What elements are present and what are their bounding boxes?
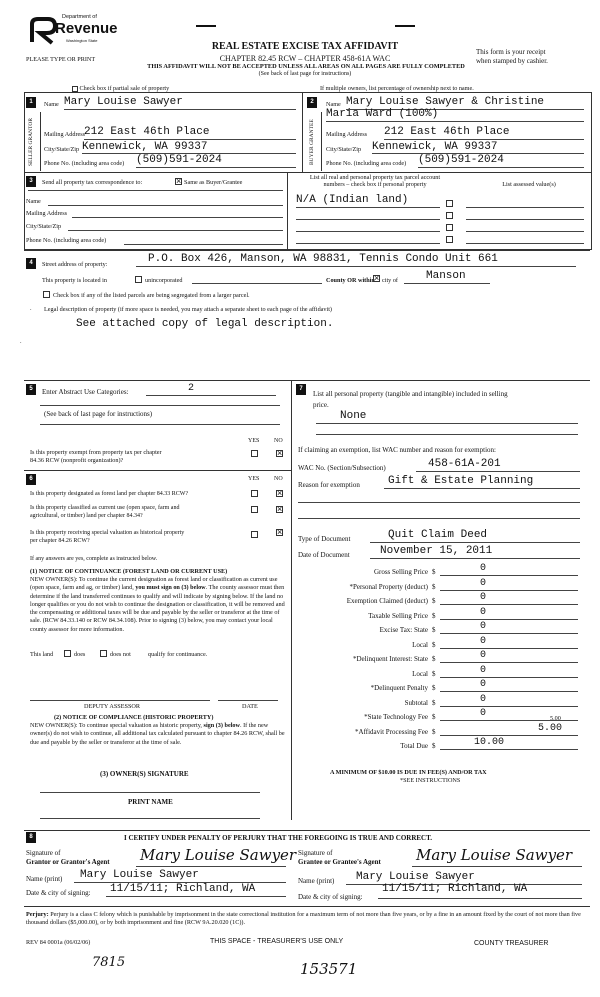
assessed-line-1 [466,207,584,208]
buyer-name-field-2[interactable]: Maria Ward (100%) [326,108,439,120]
section-6-top-rule [24,470,291,471]
fee-row-label: Local [412,641,428,649]
property-city-field[interactable]: Manson [426,270,466,282]
corr-phone-line [124,244,283,245]
fee-row-label: *Personal Property (deduct) [349,583,428,591]
buyer-mail-label: Mailing Address [326,131,368,138]
fee-row-label: Gross Selling Price [373,568,428,576]
grantee-name-label: Name (print) [298,877,335,885]
fee-row-dollar: $ [432,655,436,663]
fee-row-line [440,575,578,576]
buyer-city-field[interactable]: Kennewick, WA 99337 [372,141,498,153]
corr-name-line [48,205,283,206]
fee-row-dollar: $ [432,641,436,649]
parcel-line-1 [296,207,440,208]
fee-row-label: *Affidavit Processing Fee [355,728,428,736]
perjury-notice [26,911,586,928]
seller-name-line [64,109,296,110]
sec6-yes-header: YES [248,476,260,482]
section-1-2-divider [302,92,303,172]
fee-row-line [440,604,578,605]
section-8-top-rule [24,830,590,831]
parcel-header-1: List all real and personal property tax parcel account [309,174,441,181]
seller-side-line [40,112,41,171]
fee-row-label: *Delinquent Interest: State [352,655,428,663]
fee-row-line [440,720,578,721]
seller-side-label: SELLER GRANTOR [28,117,34,167]
seller-phone-line [136,167,296,168]
partial-sale-label: Check box if partial sale of property [79,85,170,92]
buyer-side-label: BUYER GRANTEE [309,119,315,165]
handwritten-number-1: 7815 [92,955,126,970]
footer-rule [24,906,590,907]
fee-row-value[interactable]: 0 [480,592,487,603]
owner-signature-line[interactable] [40,792,260,793]
abstract-use-line-2 [40,405,280,406]
historic-question-2: per chapter 84.26 RCW? [30,538,90,544]
assessed-header: List assessed value(s) [502,181,556,188]
personal-property-line [316,423,578,424]
parcel-line-2 [296,219,440,220]
sec5-yes-header: YES [248,438,260,444]
forest-yes-checkbox[interactable] [251,490,258,497]
seller-city-label: City/State/Zip [44,146,80,153]
fee-row-line [440,735,578,736]
revenue-logo-mark-icon [28,16,58,46]
section-2-number: 2 [307,97,317,108]
fee-row-label: Taxable Selling Price [368,612,428,620]
seller-name-field[interactable]: Mary Louise Sawyer [64,96,183,108]
notice-1-title: (1) NOTICE OF CONTINUANCE (FOREST LAND OR CURRENT USE) [30,568,228,575]
fee-row-value[interactable]: 0 [480,694,487,705]
fee-row-dollar: $ [432,583,436,591]
section-7-number: 7 [296,384,306,395]
print-name-label: PRINT NAME [128,798,173,806]
form-revision: REV 84 0001a (06/02/06) [26,939,91,946]
fee-row-value[interactable]: 0 [480,563,487,574]
fee-row-value[interactable]: 0 [480,665,487,676]
fee-row-value[interactable]: 0 [480,650,487,661]
section-5-7-divider [291,380,292,820]
buyer-side-line [321,112,322,171]
fee-row-value[interactable]: 5.00 [538,723,563,734]
fee-row-line [440,706,578,707]
notice-2-text-a: NEW OWNER(S): To continue special valuation as historic property, [30,722,202,729]
form-title: REAL ESTATE EXCISE TAX AFFIDAVIT [211,41,399,52]
personal-property-label-2: price. [313,401,329,409]
segregated-label: Check box if any of the listed parcels are being segregated from a larger parcel. [53,292,250,299]
personal-property-field[interactable]: None [340,410,367,422]
grantor-date-label: Date & city of signing: [26,889,91,897]
fee-row-label: *State Technology Fee [364,713,428,721]
same-as-buyer-checkbox[interactable]: × [176,176,182,186]
section-5-number: 5 [26,384,36,395]
partial-sale-checkbox-row[interactable] [72,85,169,92]
logo-dept-text: Department of [62,14,97,20]
partial-sale-checkbox[interactable] [72,86,78,92]
qualify-label: qualify for continuance. [148,651,208,658]
seller-mail-label: Mailing Address [44,131,86,138]
grantor-agent-label: Grantor or Grantor's Agent [26,858,110,866]
deputy-assessor-label: DEPUTY ASSESSOR [84,703,140,710]
logo-name-text: Revenue [55,20,118,37]
grantee-date-line [378,898,582,899]
notice-2-body [30,722,286,747]
forest-question: Is this property designated as forest land per chapter 84.33 RCW? [30,491,189,497]
current-use-no-checkbox[interactable]: × [277,504,283,514]
grantee-name-field[interactable]: Mary Louise Sawyer [356,871,475,883]
fee-row-label: Exemption Claimed (deduct) [346,597,428,605]
fee-row-label: *Delinquent Penalty [370,684,428,692]
section-3-number: 3 [26,176,36,187]
parcel-header-2: numbers – check box if personal property [323,181,427,188]
section-3-divider [287,172,288,249]
sec5-note: (See back of last page for instructions) [44,410,153,418]
buyer-mail-field[interactable]: 212 East 46th Place [384,126,510,138]
grantor-name-field[interactable]: Mary Louise Sawyer [80,869,199,881]
grantee-sig-of: Signature of [298,849,333,857]
perjury-text: Perjury is a class C felony which is punishable by imprisonment in the state correctional institution for a maximum term of not more than five years, or by a fine in an amount fixed by the court of not more than five thousand dollars ($5,000.00), or by both imprisonment and fine (RCW 9A.20.020 (1C)). [26,911,581,927]
abstract-use-field[interactable]: 2 [188,383,195,394]
reason-line-2 [298,502,580,503]
buyer-phone-label: Phone No. (including area code) [326,160,407,167]
multiple-owners-note: If multiple owners, list percentage of ownership next to name. [320,85,474,92]
buyer-phone-line [418,167,584,168]
see-back-instructions: (See back of last page for instructions) [258,71,352,77]
corr-phone-label: Phone No. (including area code) [26,237,107,244]
parcel-3-checkbox[interactable] [446,224,453,231]
fee-row-value[interactable]: 0 [480,636,487,647]
fee-row-line [440,648,578,649]
logo-state-text: Washington State [66,38,98,43]
stray-mark: . [20,338,22,345]
fee-row-line [440,590,578,591]
section-6-number: 6 [26,474,36,485]
forest-no-checkbox[interactable]: × [277,488,283,498]
doc-type-field[interactable]: Quit Claim Deed [388,529,488,541]
buyer-name-line-2 [326,121,584,122]
form-subtitle: CHAPTER 82.45 RCW – CHAPTER 458-61A WAC [219,54,391,63]
abstract-use-label: Enter Abstract Use Categories: [42,388,129,396]
seller-phone-field[interactable]: (509)591-2024 [136,154,222,166]
fee-row-value[interactable]: 0 [480,578,487,589]
fee-row-dollar: $ [432,670,436,678]
parcel-line-3 [296,231,440,232]
doc-date-label: Date of Document [298,551,350,559]
fee-row-dollar: $ [432,728,436,736]
current-use-yes-checkbox[interactable] [251,506,258,513]
personal-property-line-2 [316,434,578,435]
grantor-date-line [106,896,286,897]
reason-line [384,488,580,489]
notice-2-text-bold: sign (3) below [203,722,240,729]
historic-no-checkbox[interactable]: × [277,527,283,537]
grantor-signature[interactable]: Mary Louise Sawyer [140,846,297,864]
historic-yes-checkbox[interactable] [251,531,258,538]
abstract-use-line [146,395,276,396]
buyer-city-label: City/State/Zip [326,146,362,153]
receipt-note-2: when stamped by cashier. [476,57,548,65]
county-treasurer-label: COUNTY TREASURER [474,940,549,947]
buyer-name-field-1[interactable]: Mary Louise Sawyer & Christine [346,96,545,108]
street-line [136,266,576,267]
city-of-checkbox[interactable]: × [374,273,380,283]
grantor-signature-line [136,866,286,867]
minimum-due-note: A MINIMUM OF $10.00 IS DUE IN FEE(S) AND/OR TAX [330,769,487,776]
if-yes-note: If any answers are yes, complete as instructed below. [30,556,158,562]
doc-date-field[interactable]: November 15, 2011 [380,545,493,557]
revenue-logo [28,14,118,54]
does-checkbox[interactable] [64,650,71,657]
parcel-2-checkbox[interactable] [446,212,453,219]
notice-2-text-b: . If the new owner(s) do not wish to continue, all additional tax calculated pursuant to chapter 84.26 RCW, shall be due and payable by the seller or transferor at the time of sale. [30,722,285,746]
wac-field[interactable]: 458-61A-201 [428,458,501,470]
corr-city-label: City/State/Zip [26,223,62,230]
reason-field[interactable]: Gift & Estate Planning [388,475,534,487]
fee-row-label: Total Due [400,742,428,750]
corr-top-line [28,190,283,191]
grantor-sig-of: Signature of [26,849,61,857]
owner-signature-label: (3) OWNER(S) SIGNATURE [100,770,189,778]
fee-row-dollar: $ [432,626,436,634]
fee-row-dollar: $ [432,612,436,620]
parcel-4-checkbox[interactable] [446,236,453,243]
assessed-line-2 [466,219,584,220]
grantor-name-label: Name (print) [26,875,63,883]
doc-type-label: Type of Document [298,535,351,543]
fee-row-line [440,677,578,678]
fee-row-line [440,619,578,620]
wac-label: WAC No. (Section/Subsection) [298,464,386,472]
section-4-top-rule [24,250,590,251]
unincorporated-label: unincorporated [145,277,183,284]
certify-statement: I CERTIFY UNDER PENALTY OF PERJURY THAT THE FOREGOING IS TRUE AND CORRECT. [124,834,433,842]
header-dash-right [395,25,415,27]
located-label: This property is located in [42,277,107,284]
legal-bullet: . [30,305,32,312]
buyer-phone-field[interactable]: (509)591-2024 [418,154,504,166]
header-dash-left [196,25,216,27]
fee-row-value[interactable]: 0 [480,708,487,719]
seller-phone-label: Phone No. (including area code) [44,160,125,167]
doc-date-line [370,558,580,559]
fee-row-value[interactable]: 0 [480,607,487,618]
notice-2-title: (2) NOTICE OF COMPLIANCE (HISTORIC PROPERTY) [54,714,214,721]
this-land-label: This land [30,651,54,658]
fee-row-dollar: $ [432,713,436,721]
notice-1-text-bold: you must sign on (3) below [135,584,206,592]
exempt-question-2: 84.36 RCW (nonprofit organization)? [30,457,124,464]
correspondence-label: Send all property tax correspondence to: [42,179,143,186]
segregated-checkbox[interactable] [43,291,50,298]
notice-1-text-a: NEW OWNER(S): To continue the current designation as forest land or classification as current use (open space, farm and ag, or timber) land, [30,576,278,592]
grantee-date-label: Date & city of signing: [298,893,363,901]
unincorporated-checkbox[interactable] [135,276,142,283]
handwritten-number-2: 153571 [300,960,358,978]
grantee-signature-line [412,866,582,867]
doc-type-line [370,542,580,543]
buyer-name-label: Name [326,101,341,108]
does-not-label: does not [110,651,131,658]
current-use-question-1: Is this property classified as current use (open space, farm and [30,505,180,511]
corr-city-line [68,230,283,231]
corr-mail-label: Mailing Address [26,210,68,217]
does-label: does [74,651,86,658]
fee-row-dollar: $ [432,684,436,692]
exempt-yes-checkbox[interactable] [251,450,258,457]
fee-row-label: Local [412,670,428,678]
grantee-date-field[interactable]: 11/15/11; Richland, WA [382,883,528,895]
reason-line-3 [298,518,580,519]
treasurer-space-label: THIS SPACE - TREASURER'S USE ONLY [210,938,344,945]
legal-description-label: Legal description of property (if more space is needed, you may attach a separate sheet to each page of the affidavit) [44,306,332,313]
legal-description-field[interactable]: See attached copy of legal description. [76,318,334,330]
reason-label: Reason for exemption [298,481,360,489]
notice-1-text-b: . The county assessor must then determine if the land transferred continues to qualify and will indicate by signing below. If the land no longer qualifies or you do not wish to continue the designation or classification, it will be removed and the compensating or additional taxes will be due and payable by the seller or transferor at the time of sale. (RCW 84.33.140 or RCW 84.34.108). Prior to signing (3) below, you may contact your local county assessor for more information. [30,584,285,633]
fee-row-extra-value: 5.00 [550,715,561,722]
parcel-line-4 [296,243,440,244]
exemption-label: If claiming an exemption, list WAC number and reason for exemption: [298,446,496,454]
abstract-use-line-3 [40,424,280,425]
section-1-number: 1 [26,97,36,108]
county-or-label: County OR within [326,277,375,284]
fee-row-line [440,662,578,663]
fee-row-dollar: $ [432,568,436,576]
grantor-date-field[interactable]: 11/15/11; Richland, WA [110,883,256,895]
wac-line [416,471,580,472]
form-warning: THIS AFFIDAVIT WILL NOT BE ACCEPTED UNLESS ALL AREAS ON ALL PAGES ARE FULLY COMPLETED [147,63,465,70]
assessed-line-4 [466,243,584,244]
notice-1-body [30,576,286,634]
section-5-top-rule [24,380,590,381]
parcel-1-checkbox[interactable] [446,200,453,207]
fee-row-value[interactable]: 10.00 [474,737,505,748]
street-field[interactable]: P.O. Box 426, Manson, WA 98831, Tennis Condo Unit 661 [148,253,498,265]
fee-row-label: Subtotal [404,699,428,707]
fee-row-line [440,749,578,750]
city-of-label: city of [382,277,398,284]
see-instructions-note: *SEE INSTRUCTIONS [400,777,461,784]
seller-mail-line [84,139,296,140]
exempt-no-checkbox[interactable]: × [277,448,283,458]
receipt-note-1: This form is your receipt [476,48,546,56]
corr-mail-line [72,217,283,218]
personal-property-label-1: List all personal property (tangible and intangible) included in selling [313,390,508,398]
street-label: Street address of property: [42,261,108,268]
deputy-date-line [218,700,278,701]
deputy-date-label: DATE [242,703,258,710]
grantee-signature[interactable]: Mary Louise Sawyer [416,846,573,864]
assessed-line-3 [466,231,584,232]
parcel-number-1[interactable]: N/A (Indian land) [296,194,409,206]
type-or-print: PLEASE TYPE OR PRINT [26,56,96,63]
fee-row-dollar: $ [432,597,436,605]
fee-row-line [440,633,578,634]
fee-row-dollar: $ [432,742,436,750]
fee-row-label: Excise Tax: State [379,626,428,634]
sec6-no-header: NO [274,476,283,482]
seller-name-label: Name [44,101,59,108]
county-line [192,283,322,284]
property-city-line [404,283,490,284]
perjury-bold: Perjury: [26,911,49,918]
exempt-question-1: Is this property exempt from property tax per chapter [30,449,162,456]
current-use-question-2: agricultural, or timber) land per chapter 84.34? [30,513,143,519]
sec5-no-header: NO [274,438,283,444]
seller-city-field[interactable]: Kennewick, WA 99337 [82,141,208,153]
same-as-buyer-label: Same as Buyer/Grantee [184,179,243,186]
corr-name-label: Name [26,198,41,205]
deputy-line [30,700,210,701]
grantee-agent-label: Grantee or Grantee's Agent [298,858,381,866]
fee-row-value[interactable]: 0 [480,679,487,690]
fee-row-dollar: $ [432,699,436,707]
does-not-checkbox[interactable] [100,650,107,657]
fee-row-line [440,691,578,692]
buyer-mail-line [384,139,584,140]
seller-mail-field[interactable]: 212 East 46th Place [84,126,210,138]
fee-row-value[interactable]: 0 [480,621,487,632]
section-8-number: 8 [26,832,36,843]
print-name-line[interactable] [40,818,260,819]
historic-question-1: Is this property receiving special valuation as historical property [30,530,185,536]
section-4-number: 4 [26,258,36,269]
